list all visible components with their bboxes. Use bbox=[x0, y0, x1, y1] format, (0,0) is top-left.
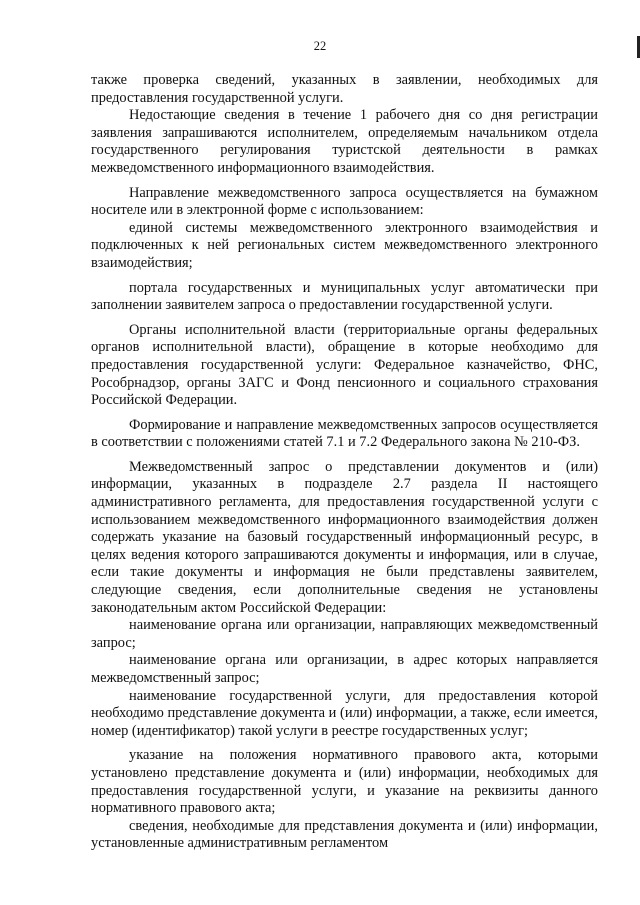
list-item: наименование органа или организации, в адрес которых направляется межведомственный запрос; bbox=[91, 652, 598, 686]
paragraph: Направление межведомственного запроса осуществляется на бумажном носителе или в электронной форме с использованием: bbox=[91, 184, 598, 219]
paragraph: Недостающие сведения в течение 1 рабочего дня со дня регистрации заявления запрашиваются исполнителем, определяемым начальником отдела государственного регулирования туристской деятельности в рамках межведомственного информационного взаимодействия. bbox=[91, 107, 598, 176]
paragraph: также проверка сведений, указанных в заявлении, необходимых для предоставления государственной услуги. bbox=[91, 72, 598, 106]
list-item: портала государственных и муниципальных услуг автоматически при заполнении заявителем запроса о предоставлении государственной услуги. bbox=[91, 279, 598, 314]
list-item: сведения, необходимые для представления документа и (или) информации, установленные административным регламентом bbox=[91, 817, 598, 852]
paragraph: Межведомственный запрос о представлении документов и (или) информации, указанных в подразделе 2.7 раздела II настоящего административного регламента, для предоставления государственной услуги с использованием межведомственного информационного взаимодействия должен содержать указание на базовый государственный информационный ресурс, в целях ведения которого запрашиваются документы и информация, или в случае, если такие документы и информация не были представлены заявителем, следующие сведения, если дополнительные сведения не установлены законодательным актом Российской Федерации: bbox=[91, 458, 598, 616]
paragraph: Органы исполнительной власти (территориальные органы федеральных органов исполнительной власти), обращение в которые необходимо для предоставления государственной услуги: Федеральное казначейство, ФНС, Рособрнадзор, органы ЗАГС и Фонд пенсионного и социального страхования Российской Федерации. bbox=[91, 321, 598, 409]
list-item: наименование государственной услуги, для предоставления которой необходимо представление документа и (или) информации, а также, если имеется, номер (идентификатор) такой услуги в реестре государственных услуг; bbox=[91, 687, 598, 739]
list-item: наименование органа или организации, направляющих межведомственный запрос; bbox=[91, 617, 598, 651]
list-item: единой системы межведомственного электронного взаимодействия и подключенных к ней региональных систем межведомственного электронного взаимодействия; bbox=[91, 219, 598, 271]
paragraph: Формирование и направление межведомственных запросов осуществляется в соответствии с положениями статей 7.1 и 7.2 Федерального закона № 210-ФЗ. bbox=[91, 416, 598, 451]
page-number: 22 bbox=[313, 39, 327, 53]
document-body bbox=[91, 72, 598, 853]
list-item: указание на положения нормативного правового акта, которыми установлено представление документа и (или) информации, необходимых для предоставления государственной услуги, и указание на реквизиты данного нормативного правового акта; bbox=[91, 747, 598, 817]
